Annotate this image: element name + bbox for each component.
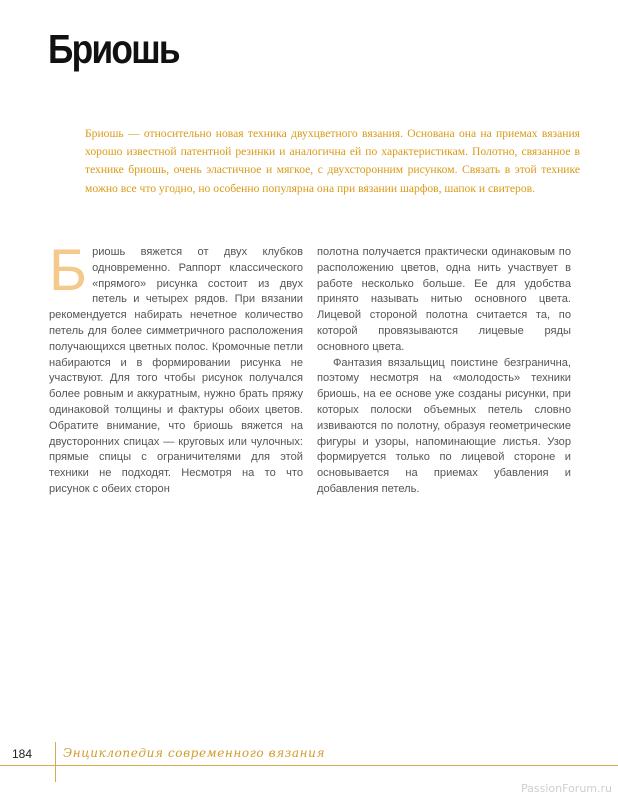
running-title: Энциклопедия современного вязания <box>63 746 326 760</box>
body-paragraph-2: Фантазия вязальщиц поистине безгранична, поэтому несмотря на «молодость» техники бриошь, на ее основе уже созданы рисунки, при которых полоски объемных петель словно извиваются по полотну, образуя геометрические фигуры и узоры, напоминающие листья. Узор формируется только по лицевой стороне и основывается на приемах убавления и добавления петель. <box>317 356 571 495</box>
page-number: 184 <box>12 747 33 761</box>
intro-paragraph: Бриошь — относительно новая техника двухцветного вязания. Основана она на приемах вязания хорошо известной патентной резинки и аналогична ей по характеристикам. Полотно, связанное в технике бриошь, очень эластичное и мягкое, с двухсторонним рисунком. Связать в этой технике можно все что угодно, но особенно популярна она при вязании шарфов, шапок и свитеров. <box>85 127 580 195</box>
text-column-left <box>49 238 303 498</box>
body-paragraph-1-continued: полотна получается практически одинаковым по расположению цветов, одна нить участвует в работе несколько больше. Ее для удобства принято называть нитью основного цвета. Лицевой стороной полотна считается та, по которой провязываются лицевые ряды основного цвета. <box>317 246 571 353</box>
footer-rule <box>0 765 618 766</box>
drop-cap: Б <box>49 238 88 303</box>
footer-divider <box>55 742 56 782</box>
watermark: PassionForum.ru <box>521 782 612 795</box>
text-column-right <box>317 245 571 498</box>
body-paragraph-1 <box>49 238 303 498</box>
body-paragraph-1-text: риошь вяжется от двух клубков одновременно. Раппорт классического «прямого» рисунка состоит из двух петель и четырех рядов. При вязании рекомендуется набирать нечетное количество петель для более симметричного расположения получающихся цветных полос. Кромочные петли набираются и в формировании рисунка не участвуют. Для того чтобы рисунок получался более ровным и аккуратным, нужно брать пряжу одинаковой толщины и фактуры обоих цветов. Обратите внимание, что бриошь вяжется на двусторонних спицах — круговых или чулочных: прямые спицы с ограничителями для этой техники не подходят. Несмотря на то что рисунок с обеих сторон <box>49 246 303 495</box>
page-title: Бриошь <box>48 26 179 72</box>
